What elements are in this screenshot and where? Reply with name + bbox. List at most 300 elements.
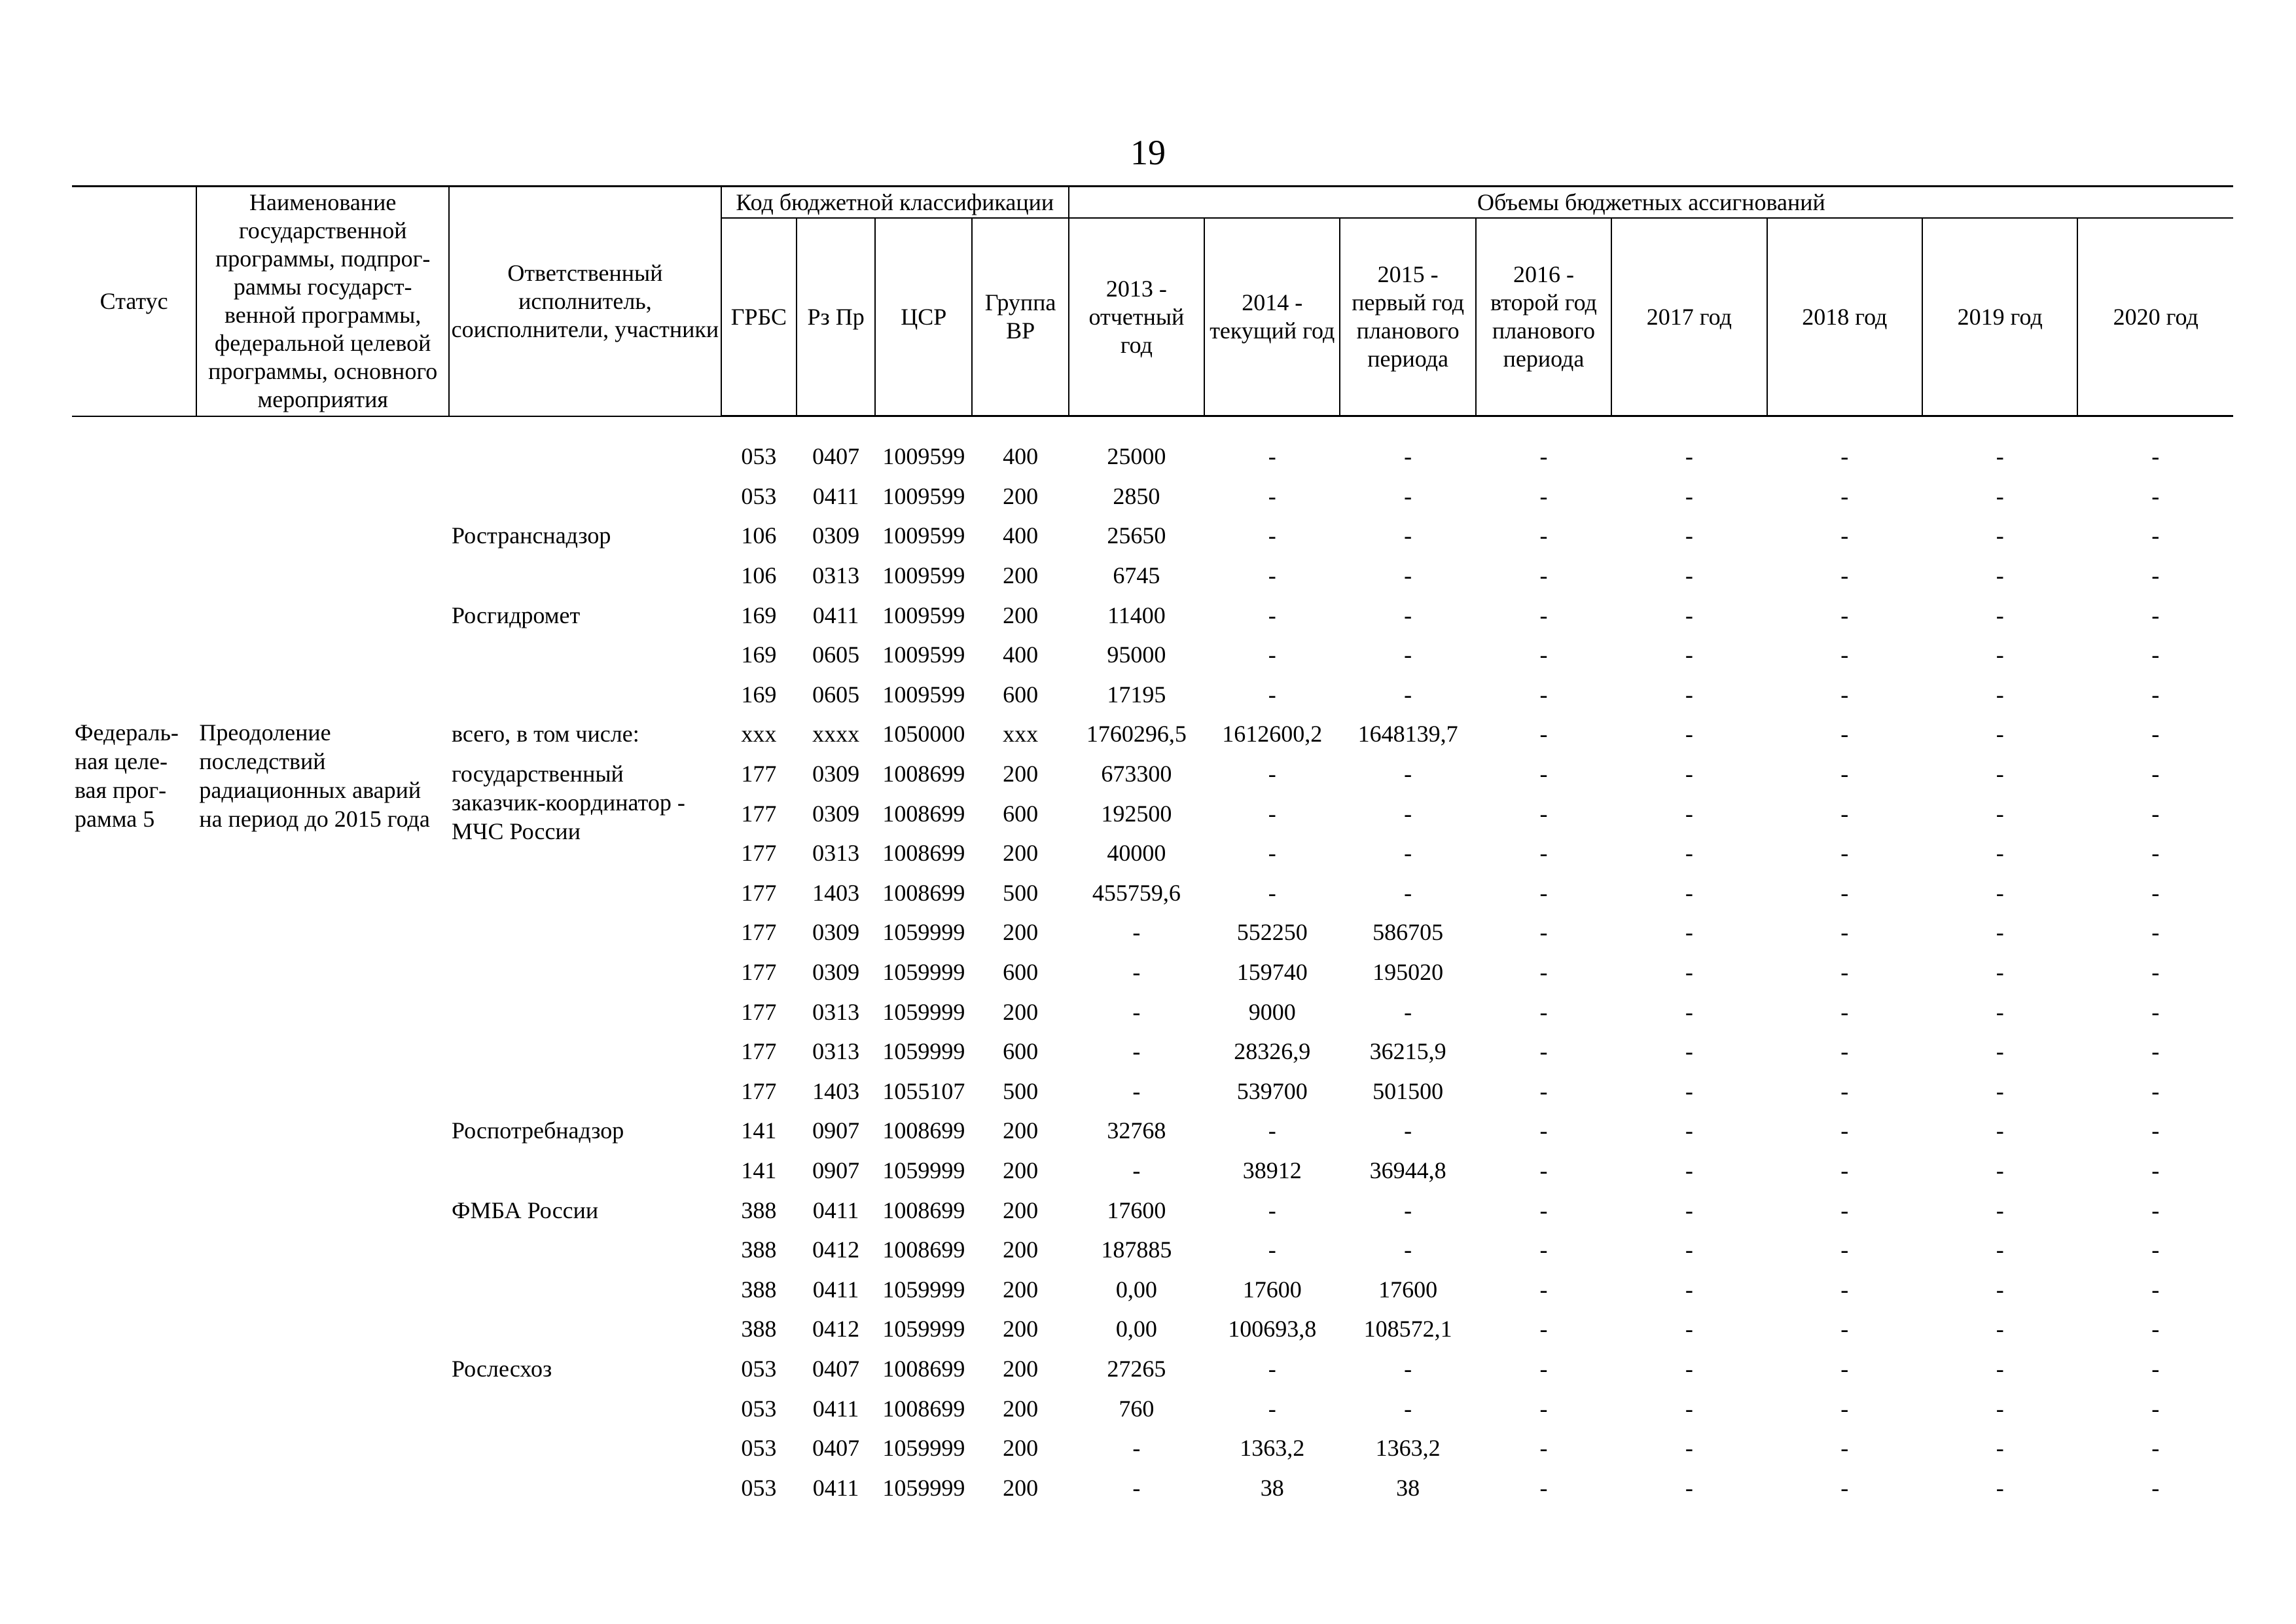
csr-cell: 1059999	[882, 1435, 965, 1462]
rzpr-cell: 0309	[812, 959, 860, 986]
amount-2017-cell: -	[1685, 1157, 1693, 1183]
grbs-cell: 141	[741, 1117, 777, 1144]
executor-cell	[449, 1468, 721, 1507]
header-year-2016: 2016 - второй год планового периода	[1476, 218, 1611, 416]
executor-cell	[449, 873, 721, 913]
amount-2020-cell: -	[2151, 1197, 2160, 1223]
amount-2017-cell: -	[1685, 482, 1693, 509]
executor-cell	[449, 556, 721, 596]
table-header	[72, 187, 2233, 416]
amount-2014-cell: 38912	[1242, 1157, 1302, 1183]
amount-2018-cell: -	[1840, 879, 1849, 906]
vr-cell: 200	[1003, 840, 1039, 867]
csr-cell: 1059999	[882, 1038, 965, 1065]
csr-cell: 1008699	[882, 840, 965, 867]
amount-2013-cell: -	[1132, 959, 1141, 986]
executor-cell	[449, 912, 721, 952]
rzpr-cell: 0407	[812, 443, 860, 470]
amount-2020-cell: -	[2151, 482, 2160, 509]
amount-2017-cell: -	[1685, 1316, 1693, 1343]
vr-cell: 600	[1003, 681, 1039, 708]
amount-2016-cell: -	[1539, 1355, 1548, 1382]
page-number: 19	[1130, 133, 1166, 172]
status-cell-empty	[72, 477, 196, 516]
table-row	[72, 635, 2233, 675]
amount-2020-cell: -	[2151, 1474, 2160, 1501]
amount-2014-cell: -	[1268, 1355, 1276, 1382]
amount-2020-cell: -	[2151, 522, 2160, 549]
grbs-cell: 177	[741, 879, 777, 906]
amount-2019-cell: -	[1996, 1197, 2004, 1223]
amount-2017-cell: -	[1685, 919, 1693, 946]
amount-2018-cell: -	[1840, 522, 1849, 549]
name-cell-empty	[196, 437, 449, 477]
amount-2017-cell: -	[1685, 761, 1693, 787]
amount-2020-cell: -	[2151, 443, 2160, 470]
table-row	[72, 556, 2233, 596]
csr-cell: 1059999	[882, 998, 965, 1025]
status-cell-empty	[72, 556, 196, 596]
grbs-cell: 053	[741, 1474, 777, 1501]
amount-2013-cell: 192500	[1101, 800, 1172, 827]
amount-2013-cell: 0,00	[1115, 1316, 1157, 1343]
grbs-cell: 169	[741, 602, 777, 628]
csr-cell: 1055107	[882, 1077, 965, 1104]
rzpr-cell: 0907	[812, 1157, 860, 1183]
amount-2015-cell: -	[1404, 998, 1412, 1025]
amount-2014-cell: -	[1268, 681, 1276, 708]
amount-2019-cell: -	[1996, 879, 2004, 906]
header-program-name: Наименование государственной программы, подпрог-раммы государст-венной программы, федеральной целевой программы, основного мероприятия	[196, 187, 449, 416]
amount-2017-cell: -	[1685, 562, 1693, 589]
amount-2020-cell: -	[2151, 761, 2160, 787]
amount-2020-cell: -	[2151, 1276, 2160, 1303]
grbs-cell: 053	[741, 482, 777, 509]
vr-cell: 200	[1003, 919, 1039, 946]
header-executor: Ответственный исполнитель, соисполнители, участники	[449, 187, 721, 416]
vr-cell: 200	[1003, 1276, 1039, 1303]
amount-2017-cell: -	[1685, 681, 1693, 708]
amount-2020-cell: -	[2151, 641, 2160, 668]
amount-2018-cell: -	[1840, 641, 1849, 668]
csr-cell: 1059999	[882, 1474, 965, 1501]
amount-2020-cell: -	[2151, 1355, 2160, 1382]
csr-cell: 1008699	[882, 879, 965, 906]
grbs-cell: 177	[741, 998, 777, 1025]
amount-2018-cell: -	[1840, 1435, 1849, 1462]
amount-2018-cell: -	[1840, 840, 1849, 867]
amount-2016-cell: -	[1539, 482, 1548, 509]
amount-2019-cell: -	[1996, 1117, 2004, 1144]
amount-2017-cell: -	[1685, 1355, 1693, 1382]
amount-2019-cell: -	[1996, 1395, 2004, 1422]
csr-cell: 1009599	[882, 443, 965, 470]
amount-2013-cell: -	[1132, 1038, 1141, 1065]
executor-cell	[449, 437, 721, 477]
grbs-cell: 177	[741, 840, 777, 867]
amount-2017-cell: -	[1685, 840, 1693, 867]
grbs-cell: 053	[741, 1435, 777, 1462]
vr-cell: 500	[1003, 879, 1039, 906]
amount-2019-cell: -	[1996, 482, 2004, 509]
amount-2017-cell: -	[1685, 1236, 1693, 1263]
amount-2016-cell: -	[1539, 681, 1548, 708]
amount-2013-cell: -	[1132, 1157, 1141, 1183]
csr-cell: 1008699	[882, 1197, 965, 1223]
amount-2016-cell: -	[1539, 562, 1548, 589]
amount-2017-cell: -	[1685, 443, 1693, 470]
executor-cell	[449, 1428, 721, 1468]
executor-cell	[449, 675, 721, 715]
amount-2019-cell: -	[1996, 681, 2004, 708]
amount-2020-cell: -	[2151, 1117, 2160, 1144]
amount-2018-cell: -	[1840, 721, 1849, 748]
grbs-cell: 388	[741, 1316, 777, 1343]
amount-2014-cell: -	[1268, 761, 1276, 787]
amount-2015-cell: -	[1404, 562, 1412, 589]
rzpr-cell: 0407	[812, 1435, 860, 1462]
amount-2015-cell: -	[1404, 879, 1412, 906]
amount-2019-cell: -	[1996, 1236, 2004, 1263]
amount-2018-cell: -	[1840, 1157, 1849, 1183]
vr-cell: 200	[1003, 1236, 1039, 1263]
amount-2020-cell: -	[2151, 1236, 2160, 1263]
name-cell-empty	[196, 477, 449, 516]
rzpr-cell: 0309	[812, 761, 860, 787]
amount-2019-cell: -	[1996, 1435, 2004, 1462]
amount-2013-cell: 11400	[1107, 602, 1166, 628]
amount-2016-cell: -	[1539, 998, 1548, 1025]
budget-allocation-table	[72, 185, 2233, 1507]
executor-cell	[449, 1388, 721, 1428]
amount-2017-cell: -	[1685, 602, 1693, 628]
amount-2016-cell: -	[1539, 1474, 1548, 1501]
amount-2015-cell: 36944,8	[1369, 1157, 1446, 1183]
amount-2014-cell: -	[1268, 800, 1276, 827]
amount-2013-cell: 17195	[1107, 681, 1166, 708]
amount-2014-cell: 100693,8	[1228, 1316, 1317, 1343]
rzpr-cell: 0907	[812, 1117, 860, 1144]
amount-2018-cell: -	[1840, 1395, 1849, 1422]
amount-2019-cell: -	[1996, 1355, 2004, 1382]
amount-2018-cell: -	[1840, 1038, 1849, 1065]
amount-2014-cell: 1612600,2	[1222, 721, 1323, 748]
rzpr-cell: 0309	[812, 919, 860, 946]
amount-2020-cell: -	[2151, 681, 2160, 708]
amount-2019-cell: -	[1996, 1157, 2004, 1183]
grbs-cell: 177	[741, 800, 777, 827]
amount-2016-cell: -	[1539, 1077, 1548, 1104]
grbs-cell: 053	[741, 1355, 777, 1382]
amount-2016-cell: -	[1539, 1276, 1548, 1303]
header-status: Статус	[72, 187, 196, 416]
grbs-cell: 388	[741, 1197, 777, 1223]
amount-2015-cell: -	[1404, 1197, 1412, 1223]
amount-2014-cell: 552250	[1236, 919, 1308, 946]
csr-cell: 1009599	[882, 482, 965, 509]
vr-cell: 200	[1003, 998, 1039, 1025]
amount-2016-cell: -	[1539, 1038, 1548, 1065]
amount-2015-cell: -	[1404, 840, 1412, 867]
csr-cell: 1009599	[882, 681, 965, 708]
header-csr: ЦСР	[875, 218, 972, 416]
vr-cell: 600	[1003, 1038, 1039, 1065]
amount-2017-cell: -	[1685, 1197, 1693, 1223]
amount-2017-cell: -	[1685, 721, 1693, 748]
csr-cell: 1009599	[882, 641, 965, 668]
amount-2014-cell: 38	[1260, 1474, 1284, 1501]
executor-cell	[449, 477, 721, 516]
amount-2020-cell: -	[2151, 879, 2160, 906]
vr-cell: 200	[1003, 1395, 1039, 1422]
amount-2014-cell: 28326,9	[1234, 1038, 1311, 1065]
amount-2015-cell: 1363,2	[1375, 1435, 1441, 1462]
amount-2019-cell: -	[1996, 840, 2004, 867]
csr-cell: 1009599	[882, 522, 965, 549]
rzpr-cell: 0412	[812, 1236, 860, 1263]
amount-2018-cell: -	[1840, 919, 1849, 946]
amount-2014-cell: -	[1268, 1236, 1276, 1263]
amount-2016-cell: -	[1539, 879, 1548, 906]
amount-2016-cell: -	[1539, 1157, 1548, 1183]
rzpr-cell: 1403	[812, 1077, 860, 1104]
rzpr-cell: 0411	[812, 1474, 859, 1501]
amount-2020-cell: -	[2151, 1316, 2160, 1343]
amount-2015-cell: 1648139,7	[1357, 721, 1458, 748]
amount-2018-cell: -	[1840, 1276, 1849, 1303]
amount-2018-cell: -	[1840, 602, 1849, 628]
executor-cell: Роспотребнадзор	[452, 1117, 624, 1144]
status-cell-empty	[72, 516, 196, 556]
header-year-2015: 2015 - первый год планового периода	[1340, 218, 1475, 416]
vr-cell: 500	[1003, 1077, 1039, 1104]
header-grbs: ГРБС	[721, 218, 797, 416]
amount-2015-cell: 501500	[1372, 1077, 1444, 1104]
amount-2014-cell: -	[1268, 641, 1276, 668]
rzpr-cell: 0313	[812, 1038, 860, 1065]
rzpr-cell: 0605	[812, 641, 860, 668]
amount-2013-cell: 673300	[1101, 761, 1172, 787]
amount-2016-cell: -	[1539, 1236, 1548, 1263]
amount-2014-cell: 159740	[1236, 959, 1308, 986]
amount-2018-cell: -	[1840, 443, 1849, 470]
grbs-cell: 177	[741, 1077, 777, 1104]
table-row	[72, 437, 2233, 477]
grbs-cell: 169	[741, 641, 777, 668]
amount-2019-cell: -	[1996, 998, 2004, 1025]
grbs-cell: 053	[741, 443, 777, 470]
csr-cell: 1059999	[882, 959, 965, 986]
amount-2019-cell: -	[1996, 1474, 2004, 1501]
csr-cell: 1008699	[882, 1355, 965, 1382]
amount-2017-cell: -	[1685, 1077, 1693, 1104]
amount-2017-cell: -	[1685, 1474, 1693, 1501]
header-year-2013: 2013 - отчетный год	[1069, 218, 1204, 416]
grbs-cell: 177	[741, 959, 777, 986]
executor-cell	[449, 1269, 721, 1309]
name-cell-empty	[196, 595, 449, 635]
amount-2018-cell: -	[1840, 1077, 1849, 1104]
amount-2015-cell: -	[1404, 602, 1412, 628]
rzpr-cell: 0407	[812, 1355, 860, 1382]
amount-2020-cell: -	[2151, 1395, 2160, 1422]
amount-2013-cell: 6745	[1113, 562, 1160, 589]
rzpr-cell: 0309	[812, 800, 860, 827]
amount-2020-cell: -	[2151, 1157, 2160, 1183]
executor-cell	[449, 635, 721, 675]
amount-2015-cell: -	[1404, 1236, 1412, 1263]
amount-2019-cell: -	[1996, 443, 2004, 470]
grbs-cell: 388	[741, 1276, 777, 1303]
table-spacer-row	[72, 416, 2233, 437]
amount-2015-cell: -	[1404, 641, 1412, 668]
grbs-cell: 106	[741, 562, 777, 589]
executor-cell	[449, 952, 721, 992]
amount-2017-cell: -	[1685, 1038, 1693, 1065]
rzpr-cell: 0411	[812, 602, 859, 628]
rzpr-cell: 0313	[812, 840, 860, 867]
amount-2017-cell: -	[1685, 522, 1693, 549]
vr-cell: 200	[1003, 1117, 1039, 1144]
status-cell-empty	[72, 437, 196, 477]
amount-2015-cell: 38	[1396, 1474, 1420, 1501]
amount-2017-cell: -	[1685, 800, 1693, 827]
amount-2013-cell: -	[1132, 1435, 1141, 1462]
amount-2014-cell: -	[1268, 1117, 1276, 1144]
amount-2013-cell: 760	[1119, 1395, 1155, 1422]
amount-2015-cell: -	[1404, 1395, 1412, 1422]
vr-cell: 600	[1003, 800, 1039, 827]
program-status: Федераль-ная целе-вая прог-рамма 5	[75, 719, 179, 833]
amount-2014-cell: 539700	[1236, 1077, 1308, 1104]
name-cell-empty	[196, 675, 449, 715]
table-row	[72, 516, 2233, 556]
amount-2020-cell: -	[2151, 1038, 2160, 1065]
vr-cell: 200	[1003, 1474, 1039, 1501]
table-row	[72, 675, 2233, 715]
csr-cell: 1059999	[882, 919, 965, 946]
amount-2016-cell: -	[1539, 761, 1548, 787]
amount-2017-cell: -	[1685, 998, 1693, 1025]
amount-2015-cell: -	[1404, 681, 1412, 708]
table-row	[72, 714, 2233, 754]
rzpr-cell: 0411	[812, 1395, 859, 1422]
amount-2019-cell: -	[1996, 562, 2004, 589]
executor-cell	[449, 1072, 721, 1111]
header-year-2014: 2014 - текущий год	[1204, 218, 1340, 416]
amount-2020-cell: -	[2151, 1077, 2160, 1104]
grbs-cell: 169	[741, 681, 777, 708]
amount-2020-cell: -	[2151, 959, 2160, 986]
amount-2020-cell: -	[2151, 602, 2160, 628]
amount-2020-cell: -	[2151, 562, 2160, 589]
amount-2018-cell: -	[1840, 998, 1849, 1025]
amount-2015-cell: -	[1404, 482, 1412, 509]
amount-2013-cell: -	[1132, 998, 1141, 1025]
amount-2018-cell: -	[1840, 959, 1849, 986]
amount-2013-cell: -	[1132, 1077, 1141, 1104]
header-year-2018: 2018 год	[1767, 218, 1922, 416]
header-year-2017: 2017 год	[1611, 218, 1767, 416]
amount-2013-cell: 1760296,5	[1086, 721, 1187, 748]
grbs-cell: 106	[741, 522, 777, 549]
amount-2018-cell: -	[1840, 482, 1849, 509]
executor-cell: Рослесхоз	[452, 1355, 552, 1382]
amount-2020-cell: -	[2151, 1435, 2160, 1462]
amount-2014-cell: -	[1268, 602, 1276, 628]
grbs-cell: 388	[741, 1236, 777, 1263]
amount-2014-cell: -	[1268, 443, 1276, 470]
amount-2014-cell: -	[1268, 1395, 1276, 1422]
amount-2016-cell: -	[1539, 1197, 1548, 1223]
amount-2020-cell: -	[2151, 800, 2160, 827]
executor-cell	[449, 1230, 721, 1270]
amount-2015-cell: -	[1404, 1355, 1412, 1382]
amount-2017-cell: -	[1685, 1117, 1693, 1144]
rzpr-cell: 1403	[812, 879, 860, 906]
amount-2018-cell: -	[1840, 800, 1849, 827]
amount-2013-cell: 187885	[1101, 1236, 1172, 1263]
status-cell-empty	[72, 675, 196, 715]
grbs-cell: 177	[741, 1038, 777, 1065]
rzpr-cell: 0605	[812, 681, 860, 708]
name-cell-empty	[196, 635, 449, 675]
amount-2019-cell: -	[1996, 641, 2004, 668]
amount-2019-cell: -	[1996, 761, 2004, 787]
amount-2016-cell: -	[1539, 522, 1548, 549]
amount-2019-cell: -	[1996, 1077, 2004, 1104]
vr-cell: 400	[1003, 641, 1039, 668]
amount-2015-cell: -	[1404, 1117, 1412, 1144]
name-cell-empty	[196, 556, 449, 596]
executor-cell: Ространснадзор	[452, 522, 611, 549]
csr-cell: 1059999	[882, 1157, 965, 1183]
csr-cell: 1008699	[882, 1117, 965, 1144]
amount-2017-cell: -	[1685, 879, 1693, 906]
csr-cell: 1008699	[882, 1236, 965, 1263]
csr-cell: 1008699	[882, 800, 965, 827]
amount-2015-cell: 586705	[1372, 919, 1444, 946]
amount-2020-cell: -	[2151, 998, 2160, 1025]
header-rzpr: Рз Пр	[797, 218, 875, 416]
amount-2013-cell: 40000	[1107, 840, 1166, 867]
amount-2015-cell: -	[1404, 522, 1412, 549]
executor-cell	[449, 1309, 721, 1349]
amount-2017-cell: -	[1685, 959, 1693, 986]
executor-cell	[449, 1151, 721, 1191]
rzpr-cell: 0313	[812, 998, 860, 1025]
csr-cell: 1059999	[882, 1276, 965, 1303]
amount-2014-cell: 9000	[1248, 998, 1296, 1025]
executor-cell	[449, 1032, 721, 1072]
amount-2014-cell: -	[1268, 562, 1276, 589]
amount-2014-cell: 17600	[1242, 1276, 1302, 1303]
amount-2013-cell: 17600	[1107, 1197, 1166, 1223]
amount-2019-cell: -	[1996, 1316, 2004, 1343]
amount-2015-cell: 36215,9	[1369, 1038, 1446, 1065]
amount-2019-cell: -	[1996, 721, 2004, 748]
amount-2016-cell: -	[1539, 1395, 1548, 1422]
vr-cell: 400	[1003, 522, 1039, 549]
amount-2014-cell: -	[1268, 482, 1276, 509]
amount-2018-cell: -	[1840, 1197, 1849, 1223]
table-row	[72, 595, 2233, 635]
csr-cell: 1009599	[882, 562, 965, 589]
status-cell-empty	[72, 595, 196, 635]
csr-cell: 1008699	[882, 761, 965, 787]
vr-cell: 200	[1003, 761, 1039, 787]
amount-2015-cell: 108572,1	[1363, 1316, 1452, 1343]
